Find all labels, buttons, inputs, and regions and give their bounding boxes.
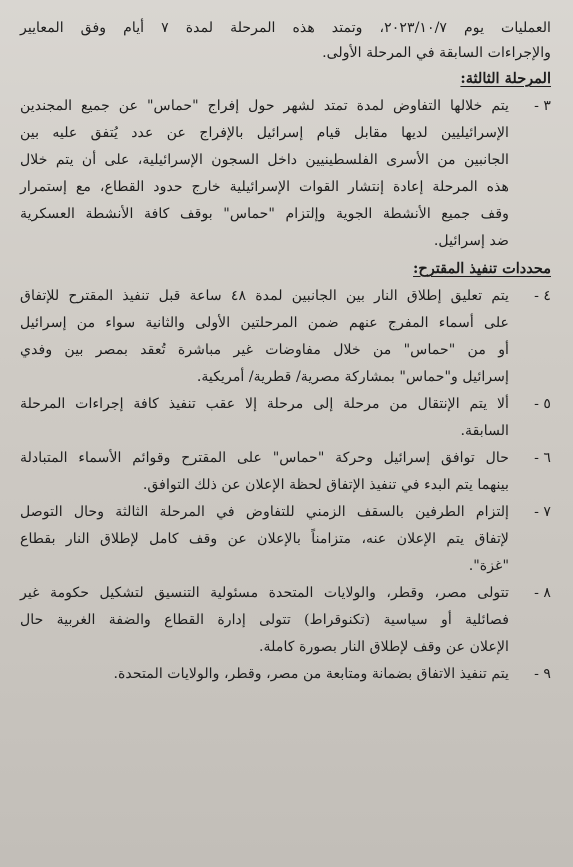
intro-line: العمليات يوم ٢٠٢٣/١٠/٧، وتمتد هذه المرحلة لمدة ٧ أيام وفق المعايير	[20, 20, 551, 36]
item-body	[20, 394, 509, 442]
item-line: "غزة".	[468, 558, 509, 574]
item-line: فصائلية أو سياسية (تكنوقراط) تتولى إدارة القطاع والضفة الغربية حال	[20, 612, 509, 628]
item-line: لإتفاق يتم الإعلان عنه، متزامناً بالإعلان عن وقف كامل لإطلاق النار بقطاع	[20, 531, 509, 547]
item-number: ٨ -	[534, 585, 551, 601]
item-line: على أسماء المفرج عنهم ضمن المرحلتين الأولى والثانية سواء من إسرائيل	[20, 315, 509, 331]
item-number: ٤ -	[534, 288, 551, 304]
item-number: ٩ -	[534, 666, 551, 682]
item-line: ضد إسرائيل.	[433, 233, 509, 249]
item-line: يتم خلالها التفاوض لمدة تمتد لشهر حول إفراج "حماس" عن جميع المجندين	[20, 98, 509, 114]
item-number: ٧ -	[534, 504, 551, 520]
item-line: ألا يتم الإنتقال من مرحلة إلى مرحلة إلا عقب تنفيذ كافة إجراءات المرحلة	[20, 396, 509, 412]
item-line: حال توافق إسرائيل وحركة "حماس" على المقترح وقوائم الأسماء المتبادلة	[20, 450, 509, 466]
item-line: بينهما يتم البدء في تنفيذ الإتفاق لحظة الإعلان عن ذلك التوافق.	[142, 477, 509, 493]
item-line: الإعلان عن وقف لإطلاق النار بصورة كاملة.	[259, 639, 509, 655]
item-line: أو من "حماس" من خلال مفاوضات غير مباشرة تُعقد بمصر بين وفدي	[20, 342, 509, 358]
item-line: وقف جميع الأنشطة الجوية وإلتزام "حماس" بوقف كافة الأنشطة العسكرية	[20, 206, 509, 222]
list-item-5	[20, 394, 551, 442]
item-line: إلتزام الطرفين بالسقف الزمني للتفاوض في المرحلة الثالثة وحال التوصل	[20, 504, 509, 520]
list-item-9	[20, 664, 551, 685]
item-line: هذه المرحلة إعادة إنتشار القوات الإسرائيلية خارج حدود القطاع، مع إستمرار	[20, 179, 509, 195]
list-item-6	[20, 448, 551, 496]
phase3-heading: المرحلة الثالثة:	[460, 70, 551, 87]
list-item-8	[20, 583, 551, 658]
determinants-heading: محددات تنفيذ المقترح:	[413, 260, 551, 277]
item-body	[20, 664, 509, 685]
item-number: ٦ -	[534, 450, 551, 466]
item-body	[20, 96, 509, 252]
item-line: السابقة.	[460, 423, 509, 439]
list-item-7	[20, 502, 551, 577]
item-number: ٥ -	[534, 396, 551, 412]
item-line: يتم تعليق إطلاق النار بين الجانبين لمدة ٤٨ ساعة قبل تنفيذ المقترح للإتفاق	[20, 288, 509, 304]
intro-line: والإجراءات السابقة في المرحلة الأولى.	[322, 45, 551, 61]
item-body	[20, 583, 509, 658]
intro-paragraph	[20, 18, 551, 64]
item-line: الإسرائيليين لديها مقابل قيام إسرائيل بالإفراج عن عدد يُتفق عليه بين	[20, 125, 509, 141]
item-body	[20, 448, 509, 496]
item-body	[20, 502, 509, 577]
item-line: تتولى مصر، وقطر، والولايات المتحدة مسئولية التنسيق لتشكيل حكومة غير	[20, 585, 509, 601]
item-line: يتم تنفيذ الاتفاق بضمانة ومتابعة من مصر، وقطر، والولايات المتحدة.	[113, 666, 509, 682]
item-line: إسرائيل و"حماس" بمشاركة مصرية/ قطرية/ أمريكية.	[196, 369, 509, 385]
item-body	[20, 286, 509, 388]
item-line: الجانبين من الأسرى الفلسطينيين داخل السجون الإسرائيلية، على أن يتم خلال	[20, 152, 509, 168]
list-item-3	[20, 96, 551, 252]
list-item-4	[20, 286, 551, 388]
item-number: ٣ -	[534, 98, 551, 114]
